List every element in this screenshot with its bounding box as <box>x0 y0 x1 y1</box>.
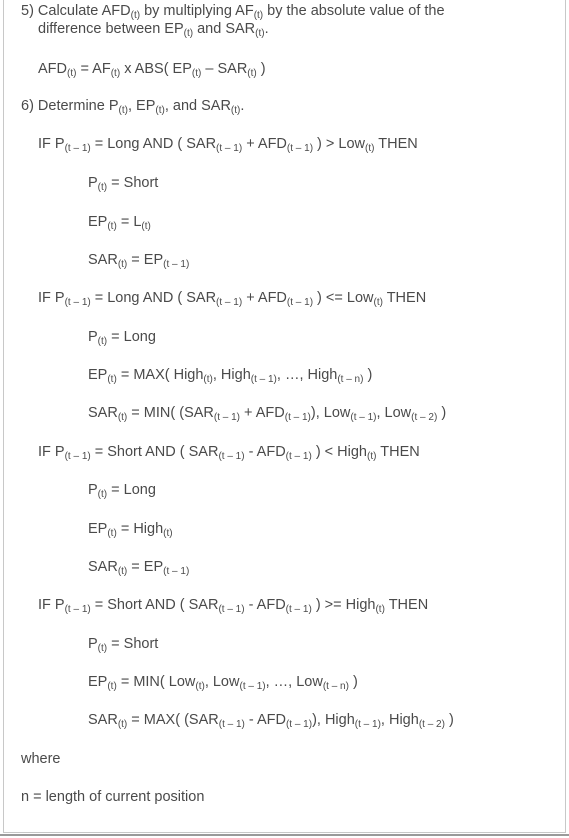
case1-extreme-point: $EP_{(t)} = L_{(t)}$ <box>88 214 151 232</box>
step5-heading: 5) Calculate $AFD_{(t)}$ by multiplying $AF_{(t)}$ by the absolute value of the <box>21 3 445 21</box>
case2-condition: IF $P_{(t - 1)}$ = Long AND ( $SAR_{(t - 1)} + AFD_{(t - 1)}$ ) <= Low$_{(t)}$ THEN <box>38 290 427 308</box>
case1-condition: IF $P_{(t - 1)}$ = Long AND ( $SAR_{(t - 1)} + AFD_{(t - 1)}$ ) > Low$_{(t)}$ THEN <box>38 136 418 154</box>
case2-sar: $SAR_{(t)} = MIN$( $(SAR_{(t - 1)} + AFD_{(t - 1)})$, Low$_{(t - 1)}$, Low$_{(t - 2)}$ ) <box>88 405 447 423</box>
step5-afd-formula: $AFD_{(t)} = AF_{(t)}$ x ABS( $EP_{(t)} - SAR_{(t)}$ ) <box>38 61 266 79</box>
case4-position: $P_{(t)}$ = Short <box>88 636 159 654</box>
case2-position: $P_{(t)}$ = Long <box>88 329 156 347</box>
case4-extreme-point: $EP_{(t)} = MIN$( Low$_{(t)}$, Low$_{(t - 1)}$, …, Low$_{(t - n)}$ ) <box>88 674 358 692</box>
case3-condition: IF $P_{(t - 1)}$ = Short AND ( $SAR_{(t - 1)} - AFD_{(t - 1)}$ ) < High$_{(t)}$ THEN <box>38 444 420 462</box>
case3-position: $P_{(t)}$ = Long <box>88 482 156 500</box>
where-label: where <box>21 751 61 767</box>
case1-position: $P_{(t)}$ = Short <box>88 175 159 193</box>
case2-extreme-point: $EP_{(t)} = MAX$( High$_{(t)}$, High$_{(t - 1)}$, …, High$_{(t - n)}$ ) <box>88 367 373 385</box>
n-definition: n = length of current position <box>21 789 205 805</box>
case3-extreme-point: $EP_{(t)}$ = High$_{(t)}$ <box>88 521 173 539</box>
case4-sar: $SAR_{(t)} = MAX$( $(SAR_{(t - 1)} - AFD_{(t - 1)})$, High$_{(t - 1)}$, High$_{(t - 2)}$ ) <box>88 712 454 730</box>
step6-heading: 6) Determine $P_{(t)}$, $EP_{(t)}$, and $SAR_{(t)}$. <box>21 98 245 116</box>
case4-condition: IF $P_{(t - 1)}$ = Short AND ( $SAR_{(t - 1)} - AFD_{(t - 1)}$ ) >= High$_{(t)}$ THEN <box>38 597 429 615</box>
bottom-divider <box>0 834 569 836</box>
case1-sar: $SAR_{(t)} = EP_{(t - 1)}$ <box>88 252 190 270</box>
step5-heading-continued: difference between $EP_{(t)}$ and $SAR_{(t)}$. <box>38 21 269 39</box>
case3-sar: $SAR_{(t)} = EP_{(t - 1)}$ <box>88 559 190 577</box>
